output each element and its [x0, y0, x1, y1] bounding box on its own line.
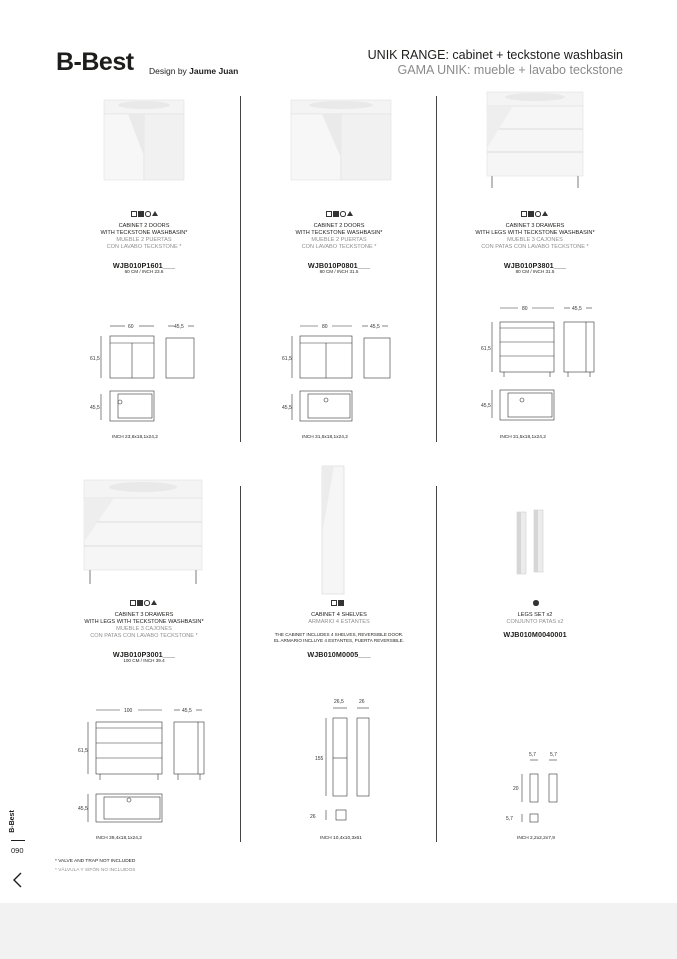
cabinet-icon — [528, 211, 534, 217]
dim-height: 155 — [315, 756, 324, 762]
dim-depth: 45,5 — [572, 306, 582, 312]
title-en: CABINET 3 DRAWERS — [114, 612, 174, 618]
warning-icon — [542, 211, 548, 216]
dim-depth: 45,5 — [174, 324, 184, 330]
basin-icon — [535, 211, 541, 217]
inch-dimensions: INCH 39,4x18,1x24,2 — [96, 836, 142, 841]
product-note — [241, 632, 437, 643]
inch-dimensions: INCH 31,5x18,1x24,2 — [500, 435, 546, 440]
title-en: CABINET 3 DRAWERS — [505, 223, 565, 229]
side-brand-label: B-Best — [8, 810, 16, 833]
dim-width: 80 — [322, 324, 328, 330]
page-number: 090 — [11, 846, 24, 855]
design-prefix: Design by — [149, 66, 190, 76]
cabinet-icon — [333, 211, 339, 217]
title-es: MUEBLE 2 PUERTAS — [311, 237, 367, 243]
leg-icon — [533, 600, 539, 606]
technical-drawing — [88, 316, 208, 426]
basin-icon — [145, 211, 151, 217]
product-title — [241, 612, 437, 626]
product-photo-cabinet-2-doors-60 — [98, 96, 190, 184]
dim-depth: 45,5 — [370, 324, 380, 330]
product-code: WJB010M0040001 — [503, 630, 567, 639]
door-icon — [326, 211, 332, 217]
product-photo-tall-cabinet — [318, 464, 348, 596]
dim-height: 61,5 — [78, 748, 88, 754]
product-size: 80 CM / INCH 31.5 — [515, 269, 555, 274]
column-divider — [240, 486, 241, 842]
product-size: 60 CM / INCH 23.6 — [124, 269, 164, 274]
range-title-es: GAMA UNIK: mueble + lavabo teckstone — [397, 63, 623, 77]
door-icon — [131, 211, 137, 217]
title-es: CON PATAS CON LAVABO TECKSTONE * — [90, 633, 198, 639]
dim-width: 60 — [128, 324, 134, 330]
product-title — [46, 612, 242, 640]
column-divider — [436, 486, 437, 842]
cabinet-icon — [137, 600, 143, 606]
feature-icons — [533, 600, 539, 606]
product-title — [241, 223, 437, 251]
feature-icons — [331, 600, 344, 606]
feature-icons — [521, 211, 548, 217]
technical-drawing — [76, 700, 212, 824]
technical-drawing — [478, 302, 602, 426]
dim-base: 26 — [310, 814, 316, 820]
product-photo-cabinet-3-drawers-80 — [483, 88, 587, 192]
dim-height: 20 — [513, 786, 519, 792]
title-es: MUEBLE 2 PUERTAS — [116, 237, 172, 243]
warning-icon — [347, 211, 353, 216]
product-photo-legs-set — [512, 508, 548, 578]
brand-logo: B-Best — [56, 48, 134, 76]
title-en: WITH TECKSTONE WASHBASIN* — [295, 230, 383, 236]
side-brand — [9, 808, 29, 838]
basin-icon — [144, 600, 150, 606]
inch-dimensions: INCH 23,6x18,1x24,2 — [112, 435, 158, 440]
footnote-es: * VÁLVULA Y SIFÓN NO INCLUIDOS — [55, 868, 136, 873]
note-en: THE CABINET INCLUDES 4 SHELVES, REVERSIBLE DOOR. — [274, 632, 404, 637]
product-size: 100 CM / INCH 39.4 — [123, 658, 165, 663]
title-en: CABINET 4 SHELVES — [311, 612, 367, 618]
feature-icons — [131, 211, 158, 217]
dim-height: 61,5 — [282, 356, 292, 362]
dim-width: 26,5 — [334, 699, 344, 705]
title-en: WITH TECKSTONE WASHBASIN* — [100, 230, 188, 236]
product-title — [437, 612, 633, 626]
product-size: 80 CM / INCH 31.5 — [319, 269, 359, 274]
basin-icon — [340, 211, 346, 217]
product-photo-cabinet-2-doors-80 — [288, 96, 394, 184]
viewer-footer — [0, 903, 677, 959]
dim-basin: 45,5 — [481, 403, 491, 409]
feature-icons — [130, 600, 157, 606]
product-title — [46, 223, 242, 251]
footnote-en: * VALVE AND TRAP NOT INCLUDED — [55, 859, 136, 864]
product-code: WJB010P1601___ — [112, 261, 176, 270]
cabinet-icon — [338, 600, 344, 606]
title-es: CON LAVABO TECKSTONE * — [106, 244, 182, 250]
dim-width: 80 — [522, 306, 528, 312]
title-en: CABINET 2 DOORS — [118, 223, 170, 229]
dim-w1: 5,7 — [529, 752, 536, 758]
technical-drawing — [282, 316, 402, 426]
dim-basin: 45,5 — [78, 806, 88, 812]
warning-icon — [151, 600, 157, 605]
dim-basin: 45,5 — [282, 405, 292, 411]
title-es: MUEBLE 3 CAJONES — [507, 237, 563, 243]
door-icon — [331, 600, 337, 606]
dim-width: 100 — [124, 708, 133, 714]
dim-height: 61,5 — [90, 356, 100, 362]
chevron-left-icon[interactable] — [8, 870, 28, 890]
technical-drawing — [306, 694, 378, 824]
title-es: CON PATAS CON LAVABO TECKSTONE * — [481, 244, 589, 250]
product-code: WJB010P3001___ — [112, 650, 176, 659]
door-icon — [521, 211, 527, 217]
dim-base: 5,7 — [506, 816, 513, 822]
note-es: EL ARMARIO INCLUYE 4 ESTANTES, PUERTA REVERSIBLE. — [273, 637, 405, 643]
product-photo-cabinet-3-drawers-100 — [80, 472, 206, 588]
title-en: LEGS SET x2 — [517, 612, 553, 618]
warning-icon — [152, 211, 158, 216]
product-code: WJB010M0005___ — [307, 650, 371, 659]
designer-name: Jaume Juan — [189, 66, 239, 76]
dim-depth: 45,5 — [182, 708, 192, 714]
product-code: WJB010P3801___ — [503, 261, 567, 270]
range-title-en: UNIK RANGE: cabinet + teckstone washbasin — [367, 48, 623, 62]
technical-drawing — [504, 746, 574, 828]
inch-dimensions: INCH 10,4x10,3x61 — [320, 836, 362, 841]
title-es: CON LAVABO TECKSTONE * — [301, 244, 377, 250]
door-icon — [130, 600, 136, 606]
title-en: WITH LEGS WITH TECKSTONE WASHBASIN* — [84, 619, 204, 625]
feature-icons — [326, 211, 353, 217]
dim-depth: 26 — [359, 699, 365, 705]
title-es: MUEBLE 3 CAJONES — [116, 626, 172, 632]
inch-dimensions: INCH 31,5x18,1x24,2 — [302, 435, 348, 440]
designer-credit — [149, 66, 238, 76]
dim-height: 61,5 — [481, 346, 491, 352]
title-es: ARMARIO 4 ESTANTES — [308, 619, 370, 625]
product-title — [437, 223, 633, 251]
dim-basin: 45,5 — [90, 405, 100, 411]
title-en: WITH LEGS WITH TECKSTONE WASHBASIN* — [475, 230, 595, 236]
title-en: CABINET 2 DOORS — [313, 223, 365, 229]
cabinet-icon — [138, 211, 144, 217]
dim-w2: 5,7 — [550, 752, 557, 758]
title-es: CONJUNTO PATAS x2 — [506, 619, 564, 625]
inch-dimensions: INCH 2,2x2,2x7,9 — [517, 836, 555, 841]
product-code: WJB010P0801___ — [307, 261, 371, 270]
divider — [11, 840, 25, 841]
